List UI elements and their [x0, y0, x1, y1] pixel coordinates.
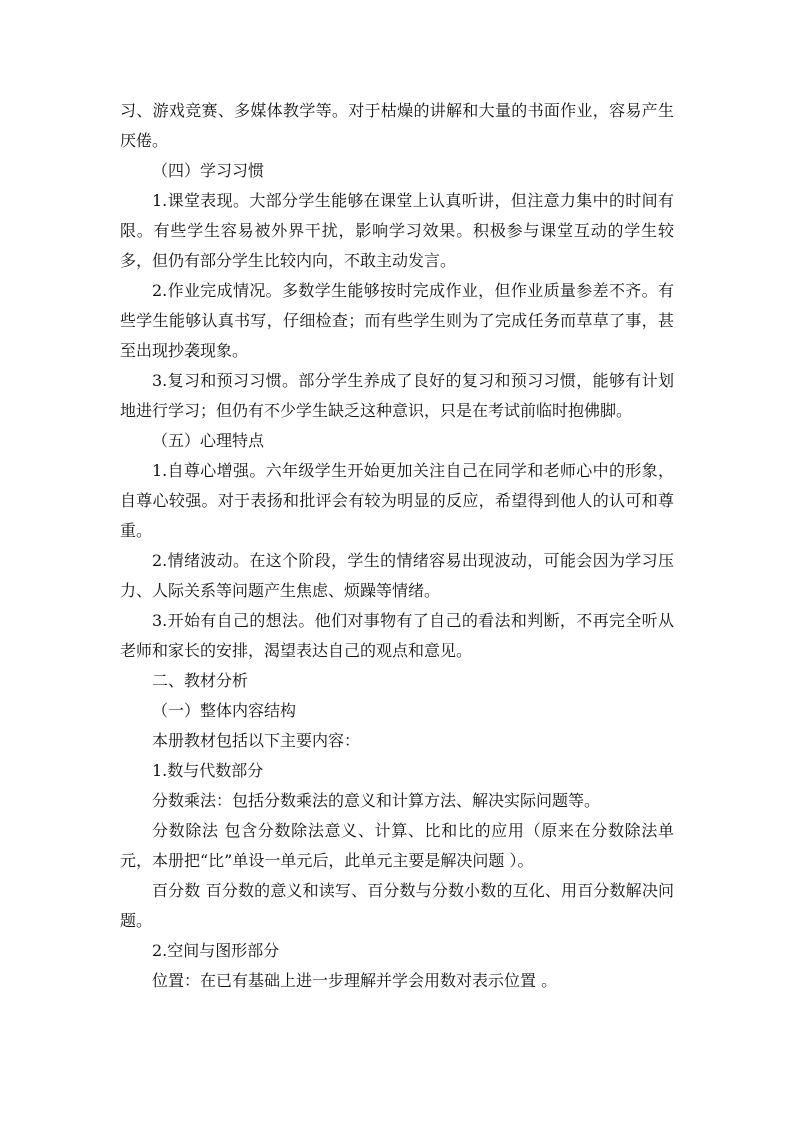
heading-number-algebra: 1.数与代数部分	[152, 761, 264, 780]
heading-textbook-analysis: 二、教材分析	[152, 671, 249, 690]
heading-space-geometry: 2.空间与图形部分	[152, 941, 280, 960]
paragraph-class-performance: 1.课堂表现。大部分学生能够在课堂上认真听讲，但注意力集中的时间有限。有些学生容易被外界干扰，影响学习效果。积极参与课堂互动的学生较多，但仍有部分学生比较内向，不敢主动发言。	[120, 191, 674, 270]
heading-overall-structure: （一）整体内容结构	[152, 701, 297, 720]
paragraph-fraction-division: 分数除法 包含分数除法意义、计算、比和比的应用（原来在分数除法单元，本册把“比”单设一单元后，此单元主要是解决问题 ）。	[120, 821, 674, 870]
document-body	[120, 96, 674, 996]
paragraph-continuation: 习、游戏竞赛、多媒体教学等。对于枯燥的讲解和大量的书面作业，容易产生厌倦。	[120, 101, 674, 150]
paragraph-emotion: 2.情绪波动。在这个阶段，学生的情绪容易出现波动，可能会因为学习压力、人际关系等问题产生焦虑、烦躁等情绪。	[120, 551, 674, 600]
paragraph-percentage: 百分数 百分数的意义和读写、百分数与分数小数的互化、用百分数解决问题。	[120, 881, 674, 930]
paragraph-self-esteem: 1.自尊心增强。六年级学生开始更加关注自己在同学和老师心中的形象，自尊心较强。对于表扬和批评会有较为明显的反应，希望得到他人的认可和尊重。	[120, 461, 674, 540]
paragraph-position: 位置：在已有基础上进一步理解并学会用数对表示位置 。	[152, 971, 558, 990]
paragraph-homework: 2.作业完成情况。多数学生能够按时完成作业，但作业质量参差不齐。有些学生能够认真书写，仔细检查；而有些学生则为了完成任务而草草了事，甚至出现抄袭现象。	[120, 281, 674, 360]
paragraph-own-ideas: 3.开始有自己的想法。他们对事物有了自己的看法和判断，不再完全听从老师和家长的安排，渴望表达自己的观点和意见。	[120, 611, 674, 660]
paragraph-fraction-multiplication: 分数乘法：包括分数乘法的意义和计算方法、解决实际问题等。	[152, 791, 601, 810]
paragraph-review-preview: 3.复习和预习习惯。部分学生养成了良好的复习和预习习惯，能够有计划地进行学习；但仍有不少学生缺乏这种意识，只是在考试前临时抱佛脚。	[120, 371, 674, 420]
paragraph-main-content: 本册教材包括以下主要内容：	[152, 731, 361, 750]
heading-study-habits: （四）学习习惯	[152, 161, 265, 180]
heading-psychology: （五）心理特点	[152, 431, 265, 450]
